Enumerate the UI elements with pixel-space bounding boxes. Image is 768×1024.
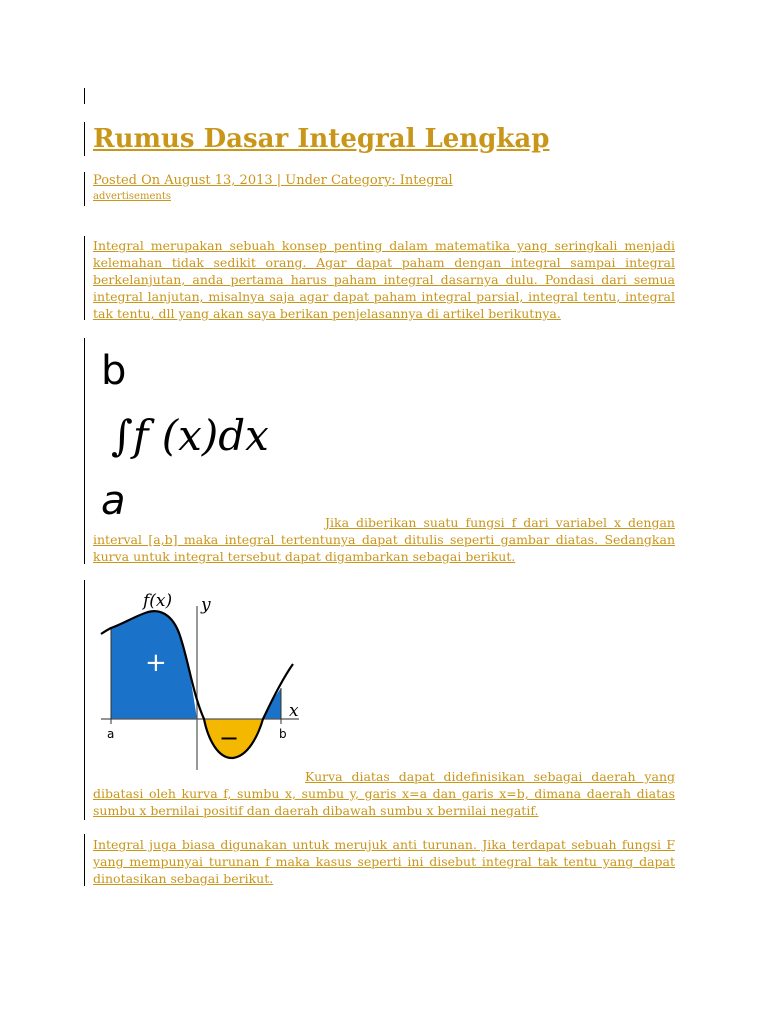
advertisements-label[interactable]: advertisements xyxy=(93,191,171,202)
a-label: a xyxy=(107,727,115,741)
post-meta[interactable]: Posted On August 13, 2013 | Under Category: Integral xyxy=(93,173,453,188)
left-margin-mark xyxy=(84,338,85,564)
graph-description-paragraph[interactable]: Kurva diatas dapat didefinisikan sebagai daerah yang dibatasi oleh kurva f, sumbu x, sumbu y, garis x=a dan garis x=b, dimana daerah diatas sumbu x bernilai positif dan daerah dibawah sumbu x bernilai negatif. xyxy=(93,769,675,818)
left-margin-mark xyxy=(84,580,85,820)
y-axis-label: y xyxy=(201,595,211,615)
anti-derivative-paragraph[interactable]: Integral juga biasa digunakan untuk merujuk anti turunan. Jika terdapat sebuah fungsi F yang mempunyai turunan f maka kasus seperti ini disebut integral tak tentu yang dapat dinotasikan sebagai berikut. xyxy=(93,837,675,886)
b-label: b xyxy=(279,727,287,741)
minus-sign: − xyxy=(219,724,240,752)
left-margin-mark xyxy=(84,172,85,206)
left-margin-mark xyxy=(84,834,85,886)
definite-integral-formula xyxy=(93,342,325,524)
left-margin-mark xyxy=(84,236,85,320)
formula-lower-limit: a xyxy=(101,478,126,524)
left-margin-mark xyxy=(84,88,85,104)
formula-expression: ∫f (x)dx xyxy=(111,411,269,460)
formula-description-paragraph[interactable]: Jika diberikan suatu fungsi f dari variabel x dengan interval [a,b] maka integral tertentunya dapat ditulis seperti gambar diatas. Sedangkan kurva untuk integral tersebut dapat digambarkan sebagai berikut. xyxy=(93,515,675,564)
formula-upper-limit: b xyxy=(101,348,127,394)
intro-paragraph[interactable]: Integral merupakan sebuah konsep penting dalam matematika yang seringkali menjadi kelemahan tidak sedikit orang. Agar dapat paham dengan integral sampai integral berkelanjutan, anda pertama harus paham integral dasarnya dulu. Pondasi dari semua integral lanjutan, misalnya saja agar dapat paham integral parsial, integral tentu, integral tak tentu, dll yang akan saya berikan penjelasannya di artikel berikutnya. xyxy=(93,238,675,321)
article-title[interactable]: Rumus Dasar Integral Lengkap xyxy=(93,124,550,154)
function-label: f(x) xyxy=(143,591,173,611)
left-margin-mark xyxy=(84,122,85,156)
plus-sign: + xyxy=(145,648,167,678)
x-axis-label: x xyxy=(289,701,299,721)
integral-area-graph xyxy=(93,584,305,772)
